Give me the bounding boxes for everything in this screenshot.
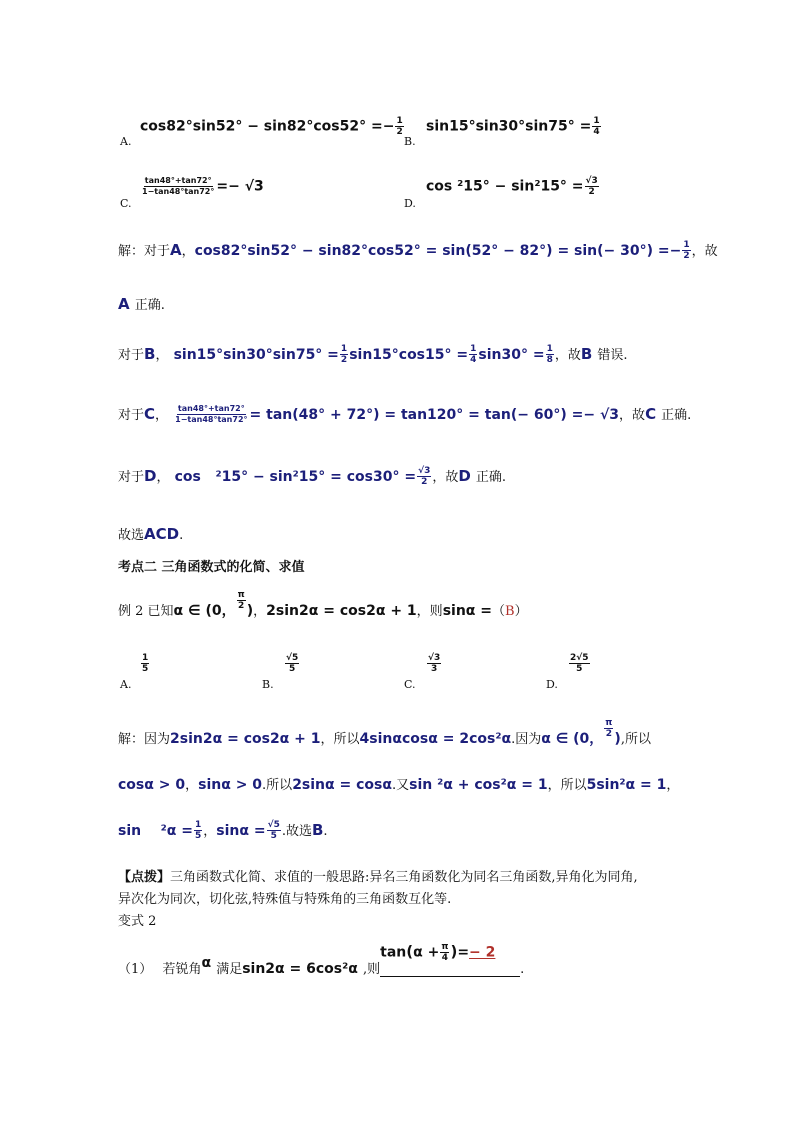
option-d-label: D. xyxy=(404,197,416,210)
solution-2-line-3: sin ²α = $\frac{1}{5}$ ，sinα = $\frac{√5}{5}$ .故选B. xyxy=(118,820,328,841)
solution-final-answer: 故选ACD. xyxy=(118,525,184,543)
answer-blank: tan(α + $\frac{\pi}{4}$ )=− 2 xyxy=(380,958,520,977)
option-a-expr: cos82°sin52° − sin82°cos52° =− $\frac{1}{2}$ xyxy=(140,116,403,137)
ex2-option-d-label: D. xyxy=(546,678,558,691)
tip-line-2: 异次化为同次，切化弦,特殊值与特殊角的三角函数互化等. xyxy=(118,892,452,907)
solution-line-b: 对于B， sin15°sin30°sin75° = $\frac{1}{2}$ sin15°cos15° = $\frac{1}{4}$ sin30° = $\frac{1}{8}$ ，故B 错误. xyxy=(118,344,628,365)
option-c-expr: $\frac{\tan 48^\circ+\tan 72^\circ}{1-\tan 48^\circ\tan 72^\circ}$ =− √3 xyxy=(142,176,264,196)
tip-line-1: 【点拨】三角函数式化简、求值的一般思路:异名三角函数化为同名三角函数,异角化为同角, xyxy=(118,870,638,885)
solution-line-c: 对于C， $\frac{\tan 48^\circ+\tan 72^\circ}{1-\tan 48^\circ\tan 72^\circ}$ = tan(48° + 72°) = tan120° = tan(− 60°) =− √3，故C 正确. xyxy=(118,404,692,424)
section-title: 考点二 三角函数式的化简、求值 xyxy=(118,560,305,575)
variant-answer: − 2 xyxy=(469,944,496,961)
option-c-label: C. xyxy=(120,197,132,210)
option-d-expr: cos ²15° − sin²15° = $\frac{√3}{2}$ xyxy=(426,176,598,197)
solution-line-a: 解：对于A，cos82°sin52° − sin82°cos52° = sin(52° − 82°) = sin(− 30°) =− $\frac{1}{2}$ ，故 xyxy=(118,240,718,261)
solution-line-a2: A 正确. xyxy=(118,295,165,313)
example-2-answer: B xyxy=(505,604,515,619)
option-b-label: B. xyxy=(404,135,416,148)
solution-line-d: 对于D， cos ²15° − sin²15° = cos30° = $\frac{√3}{2}$ ，故D 正确. xyxy=(118,466,507,487)
example-2-question: 例 2 已知α ∈ (0， $\frac{\pi}{2}$ )，2sin2α = cos2α + 1，则sinα =（B） xyxy=(118,590,528,619)
ex2-option-c-label: C. xyxy=(404,678,416,691)
variant-title: 变式 2 xyxy=(118,914,157,929)
ex2-option-d-value: $\frac{2√5}{5}$ xyxy=(570,653,589,674)
ex2-option-a-value: $\frac{1}{5}$ xyxy=(142,653,149,674)
ex2-option-b-label: B. xyxy=(262,678,274,691)
ex2-option-a-label: A. xyxy=(120,678,132,691)
option-a-label: A. xyxy=(120,135,132,148)
solution-2-line-1: 解：因为2sin2α = cos2α + 1，所以4sinαcosα = 2cos²α.因为α ∈ (0， $\frac{\pi}{2}$ ),所以 xyxy=(118,718,651,747)
ex2-option-c-value: $\frac{√3}{3}$ xyxy=(428,653,441,674)
ex2-option-b-value: $\frac{√5}{5}$ xyxy=(286,653,299,674)
option-b-expr: sin15°sin30°sin75° = $\frac{1}{4}$ xyxy=(426,116,600,137)
solution-2-line-2: cosα > 0，sinα > 0.所以2sinα = cosα.又sin ²α + cos²α = 1，所以5sin²α = 1， xyxy=(118,777,680,793)
variant-question-1: （1） 若锐角α 满足sin2α = 6cos²α ,则 tan(α + $\frac{\pi}{4}$ )=− 2 . xyxy=(118,942,525,977)
